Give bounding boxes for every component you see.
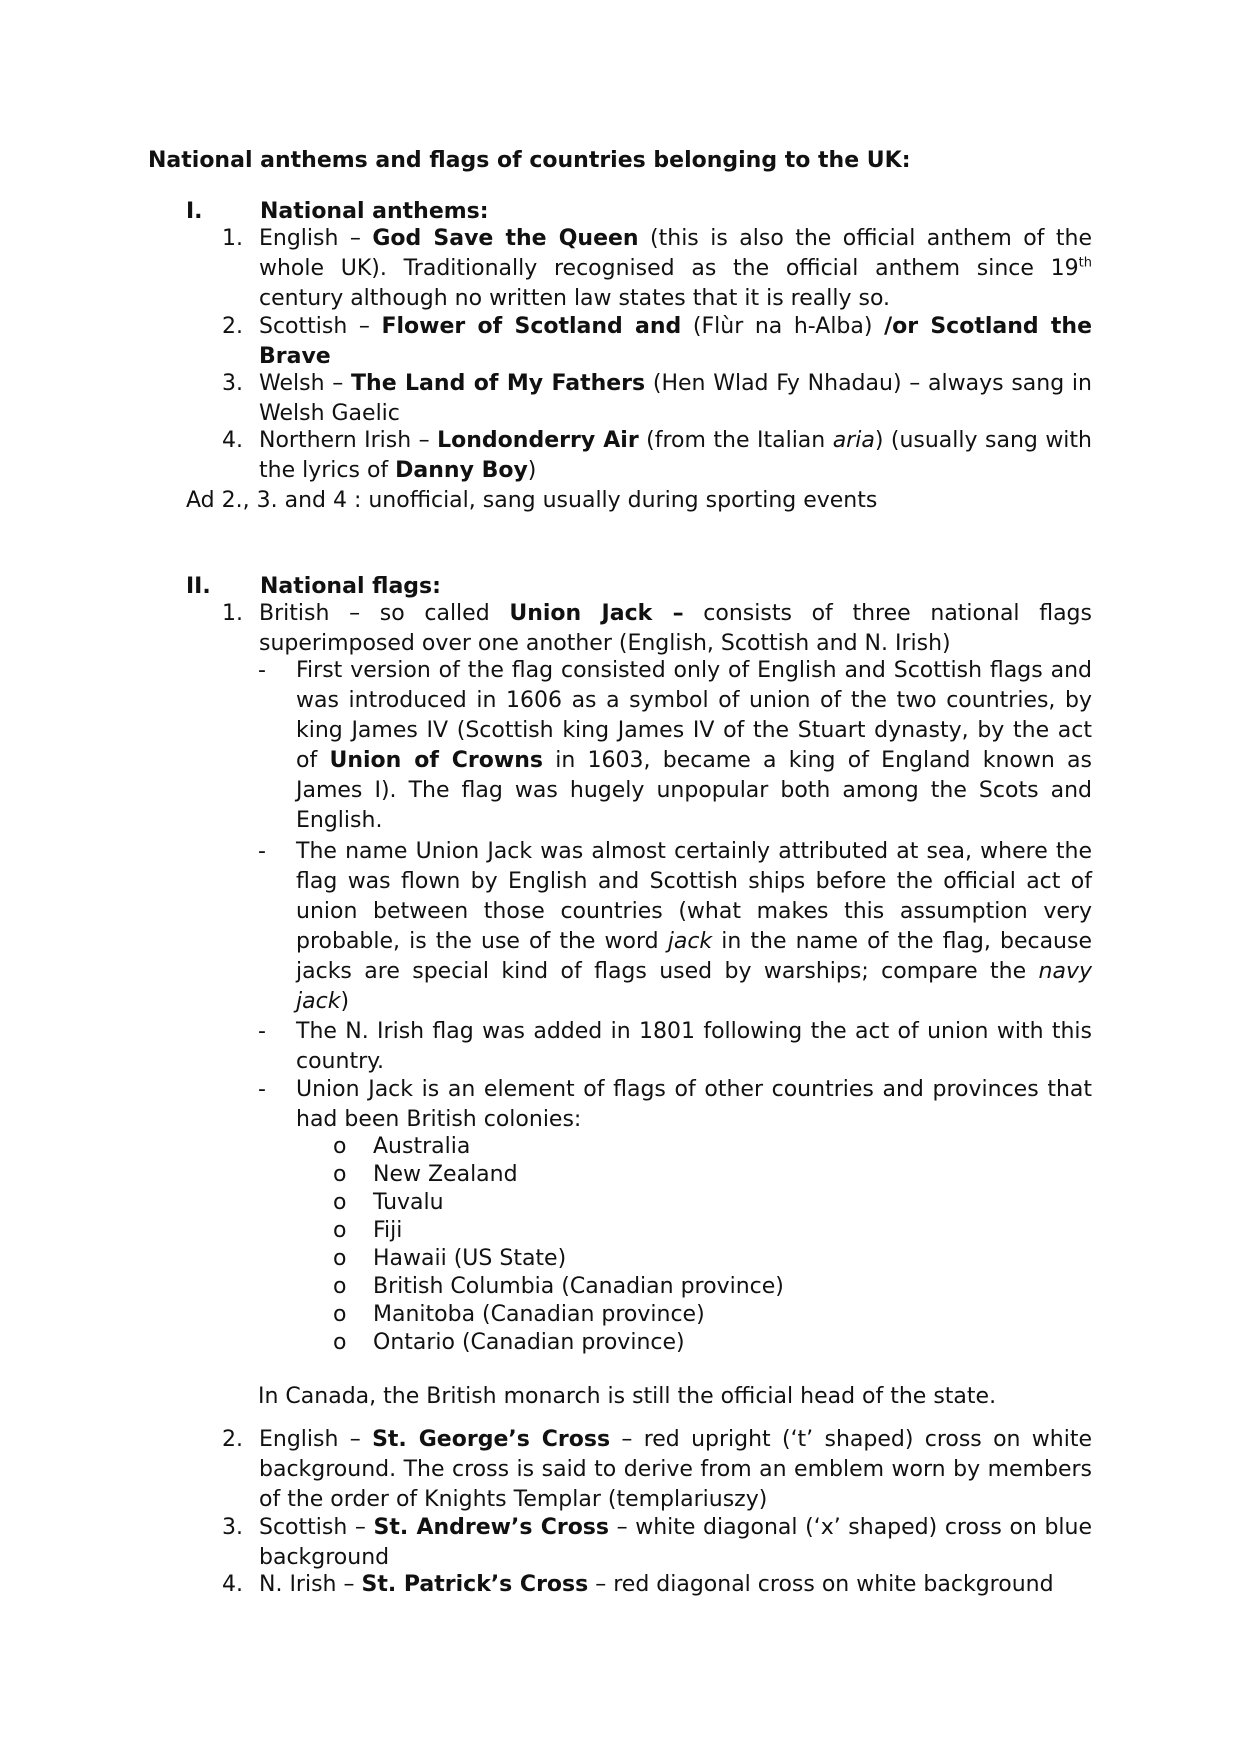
flag-item: [222, 1425, 1092, 1515]
union-jack-bullet: [258, 1017, 1092, 1077]
bullet-text: The N. Irish flag was added in 1801 following the act of union with this country.: [296, 1019, 1092, 1074]
item-number: 1.: [222, 226, 243, 251]
item-number: 2.: [222, 1427, 243, 1452]
circle-bullet-icon: o: [333, 1246, 347, 1271]
anthem-item: [222, 369, 1092, 429]
item-number: 2.: [222, 314, 243, 339]
flag-item: [222, 1513, 1092, 1573]
colony-list-item: o British Columbia (Canadian province): [333, 1274, 784, 1299]
section-heading-anthems: [186, 197, 489, 227]
item-text: English – St. George’s Cross – red upright (‘t’ shaped) cross on white background. The cross is said to derive from an emblem worn by members of the order of Knights Templar (templariuszy): [259, 1427, 1092, 1512]
union-jack-bullet: [258, 656, 1092, 836]
canada-note: In Canada, the British monarch is still the official head of the state.: [258, 1384, 997, 1409]
item-text: English – God Save the Queen (this is also the official anthem of the whole UK). Traditionally recognised as the official anthem since 19th century although no written law states that it is really so.: [259, 226, 1092, 311]
anthem-item: [222, 224, 1092, 314]
bullet-text: Union Jack is an element of flags of other countries and provinces that had been British colonies:: [296, 1077, 1092, 1132]
colony-list-item: o Ontario (Canadian province): [333, 1330, 685, 1355]
item-text: Northern Irish – Londonderry Air (from the Italian aria) (usually sang with the lyrics of Danny Boy): [259, 428, 1092, 483]
item-text: Scottish – St. Andrew’s Cross – white diagonal (‘x’ shaped) cross on blue background: [259, 1515, 1093, 1570]
item-number: 4.: [222, 1572, 243, 1597]
item-number: 4.: [222, 428, 243, 453]
dash-marker: -: [258, 1019, 266, 1044]
item-text: N. Irish – St. Patrick’s Cross – red diagonal cross on white background: [259, 1572, 1054, 1597]
colony-list-item: o Hawaii (US State): [333, 1246, 567, 1271]
union-jack-bullet: [258, 1075, 1092, 1135]
bullet-text: The name Union Jack was almost certainly attributed at sea, where the flag was flown by English and Scottish ships before the official act of union between those countries (what makes this assumption very probable, is the use of the word jack in the name of the flag, because jacks are special kind of flags used by warships; compare the navy jack): [296, 839, 1092, 1014]
section-title: National flags:: [260, 574, 441, 599]
circle-bullet-icon: o: [333, 1218, 347, 1243]
colony-list-item: o Tuvalu: [333, 1190, 444, 1215]
circle-bullet-icon: o: [333, 1134, 347, 1159]
item-text: British – so called Union Jack – consists of three national flags superimposed over one another (English, Scottish and N. Irish): [259, 601, 1092, 656]
colony-list-item: o New Zealand: [333, 1162, 518, 1187]
circle-bullet-icon: o: [333, 1274, 347, 1299]
section-heading-flags: [186, 572, 441, 602]
circle-bullet-icon: o: [333, 1162, 347, 1187]
anthems-note: Ad 2., 3. and 4 : unofficial, sang usually during sporting events: [186, 488, 878, 513]
document-title: National anthems and flags of countries belonging to the UK:: [148, 148, 911, 173]
circle-bullet-icon: o: [333, 1190, 347, 1215]
item-number: 1.: [222, 601, 243, 626]
item-number: 3.: [222, 371, 243, 396]
colony-list-item: o Fiji: [333, 1218, 403, 1243]
section-title: National anthems:: [260, 199, 489, 224]
circle-bullet-icon: o: [333, 1330, 347, 1355]
dash-marker: -: [258, 839, 266, 864]
item-text: Welsh – The Land of My Fathers (Hen Wlad Fy Nhadau) – always sang in Welsh Gaelic: [259, 371, 1092, 426]
section-numeral: II.: [186, 574, 211, 599]
colony-list-item: o Manitoba (Canadian province): [333, 1302, 705, 1327]
union-jack-bullet: [258, 837, 1092, 1017]
item-number: 3.: [222, 1515, 243, 1540]
colony-list-item: o Australia: [333, 1134, 471, 1159]
dash-marker: -: [258, 658, 266, 683]
anthem-item: [222, 312, 1092, 372]
bullet-text: First version of the flag consisted only of English and Scottish flags and was introduced in 1606 as a symbol of union of the two countries, by king James IV (Scottish king James IV of the Stuart dynasty, by the act of Union of Crowns in 1603, became a king of England known as James I). The flag was hugely unpopular both among the Scots and English.: [296, 658, 1092, 833]
dash-marker: -: [258, 1077, 266, 1102]
anthem-item: [222, 426, 1092, 486]
section-numeral: I.: [186, 199, 203, 224]
circle-bullet-icon: o: [333, 1302, 347, 1327]
flag-item: [222, 599, 1092, 659]
flag-item: [222, 1570, 1092, 1600]
item-text: Scottish – Flower of Scotland and (Flùr na h-Alba) /or Scotland the Brave: [259, 314, 1093, 369]
